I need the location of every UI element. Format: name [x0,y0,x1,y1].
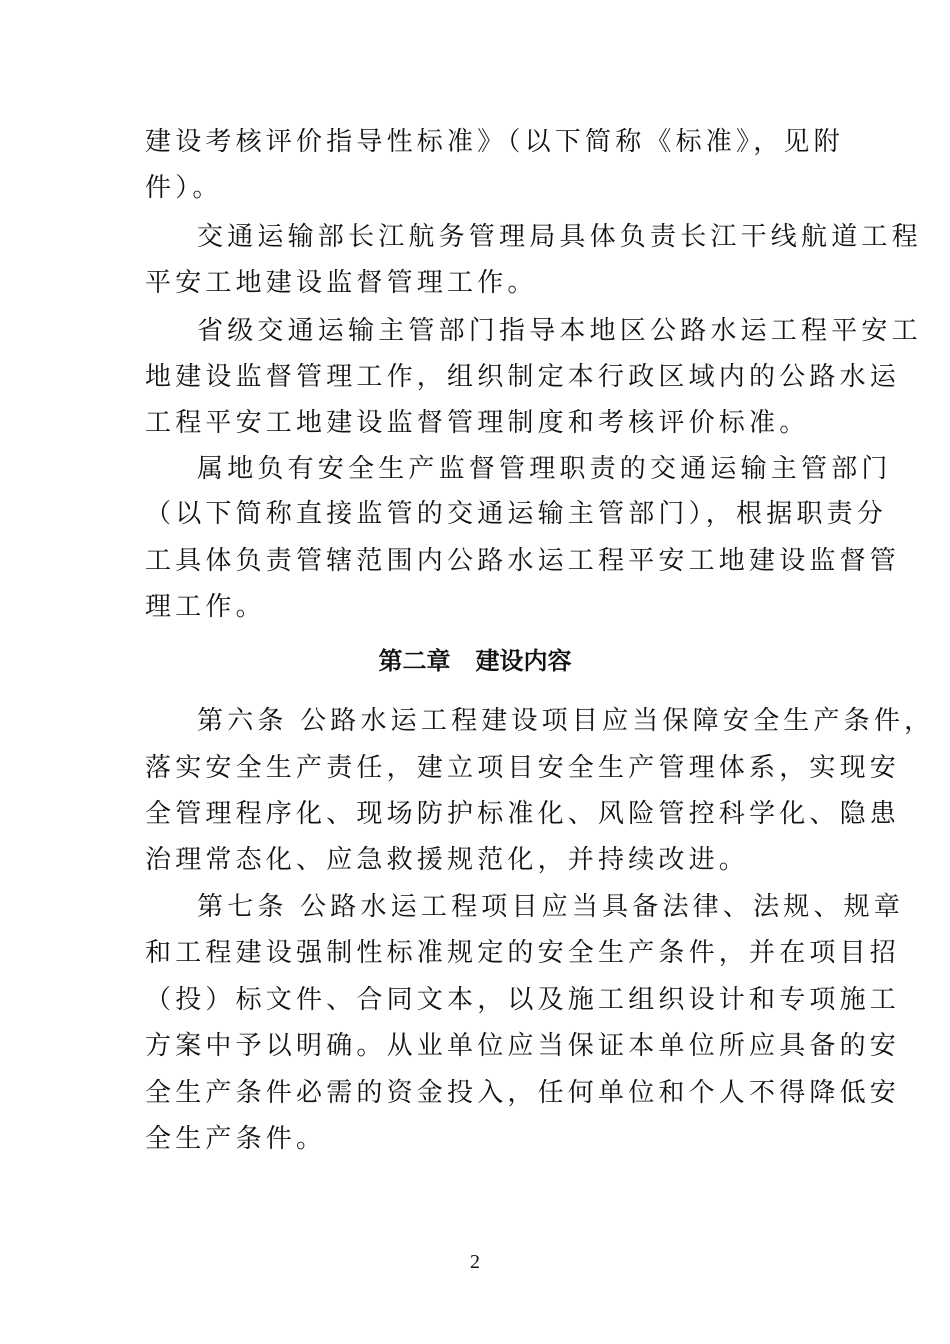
text-line: 平安工地建设监督管理工作。 [145,268,538,298]
text-line: 全生产条件必需的资金投入，任何单位和个人不得降低安 [145,1078,901,1108]
text-line: 工程平安工地建设监督管理制度和考核评价标准。 [145,408,810,438]
text-line: 第七条 公路水运工程项目应当具备法律、法规、规章 [197,892,905,922]
text-line: 工具体负责管辖范围内公路水运工程平安工地建设监督管 [145,546,901,576]
text-line: 属地负有安全生产监督管理职责的交通运输主管部门 [197,454,892,484]
text-line: 交通运输部长江航务管理局具体负责长江干线航道工程 [197,222,922,252]
text-line: 地建设监督管理工作，组织制定本行政区域内的公路水运 [145,362,901,392]
text-line: 第六条 公路水运工程建设项目应当保障安全生产条件， [197,706,935,736]
text-line: 和工程建设强制性标准规定的安全生产条件，并在项目招 [145,938,901,968]
text-line: 省级交通运输主管部门指导本地区公路水运工程平安工 [197,316,922,346]
text-line: 理工作。 [145,592,266,622]
text-line: 全生产条件。 [145,1124,327,1154]
chapter-heading: 第二章 建设内容 [378,647,572,675]
text-line: （投）标文件、合同文本，以及施工组织设计和专项施工 [145,985,901,1015]
text-line: 方案中予以明确。从业单位应当保证本单位所应具备的安 [145,1031,901,1061]
text-line: 建设考核评价指导性标准》（以下简称《标准》，见附 [145,127,844,157]
text-line: 件）。 [145,173,223,203]
page-number: 2 [470,1251,480,1273]
text-line: 落实安全生产责任，建立项目安全生产管理体系，实现安 [145,753,901,783]
text-line: 治理常态化、应急救援规范化，并持续改进。 [145,845,750,875]
text-line: 全管理程序化、现场防护标准化、风险管控科学化、隐患 [145,799,901,829]
text-line: （以下简称直接监管的交通运输主管部门），根据职责分 [145,499,888,529]
